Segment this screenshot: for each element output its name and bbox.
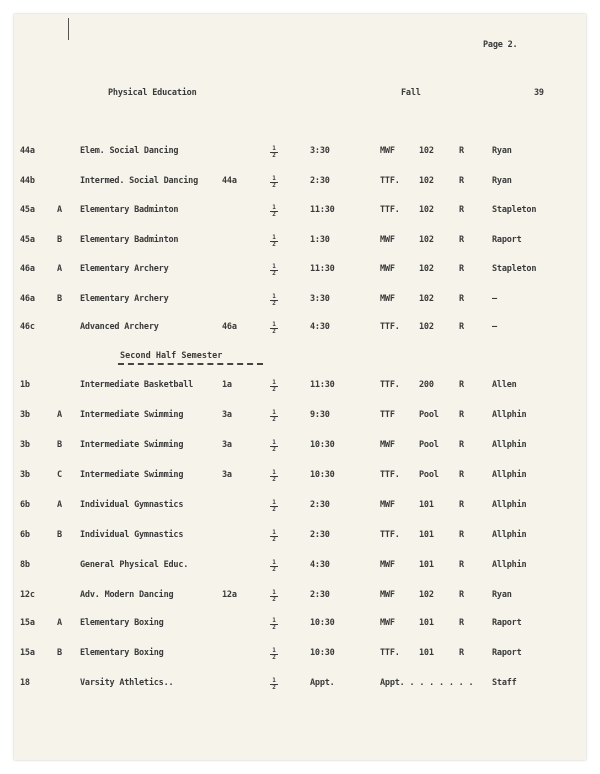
class-time: Appt. <box>310 678 335 688</box>
section-letter: A <box>57 264 62 274</box>
section-letter: B <box>57 648 62 658</box>
instructor: — <box>492 322 497 332</box>
course-row: 15a A Elementary Boxing 10:30 MWF 101 R Raport $\frac{1}{2}$ <box>20 617 522 631</box>
course-title: Intermediate Swimming <box>80 440 184 450</box>
course-row: 6b A Individual Gymnastics 2:30 MWF 101 R Allphin $\frac{1}{2}$ <box>20 499 527 513</box>
course-title: Elementary Archery <box>80 294 169 304</box>
course-number: 6b <box>20 530 30 540</box>
course-number: 46a <box>20 264 35 274</box>
room: 101 <box>419 618 434 628</box>
registration-mark: R <box>459 440 464 450</box>
prerequisite: 44a <box>222 176 237 186</box>
class-days: TTF. <box>380 176 400 186</box>
class-days: Appt. . . . . . . . <box>380 678 474 688</box>
room: 102 <box>419 264 434 274</box>
course-number: 46c <box>20 322 35 332</box>
course-number: 18 <box>20 678 30 688</box>
course-title: General Physical Educ. <box>80 560 189 570</box>
class-time: 2:30 <box>310 530 330 540</box>
course-title: Elementary Boxing <box>80 618 164 628</box>
room: Pool <box>419 410 439 420</box>
instructor: Raport <box>492 618 522 628</box>
room: 102 <box>419 322 434 332</box>
course-row: 18 Varsity Athletics.. Appt. Appt. . . . . . . . Staff $\frac{1}{2}$ <box>20 677 517 691</box>
course-number: 45a <box>20 205 35 215</box>
course-title: Intermediate Basketball <box>80 380 194 390</box>
class-time: 11:30 <box>310 380 335 390</box>
section-letter: A <box>57 618 62 628</box>
room: 101 <box>419 648 434 658</box>
pencil-mark <box>68 18 69 40</box>
course-row: 45a A Elementary Badminton 11:30 TTF. 102 R Stapleton $\frac{1}{2}$ <box>20 204 537 218</box>
registration-mark: R <box>459 618 464 628</box>
class-days: MWF <box>380 235 395 245</box>
registration-mark: R <box>459 235 464 245</box>
registration-mark: R <box>459 380 464 390</box>
registration-mark: R <box>459 500 464 510</box>
class-time: 2:30 <box>310 500 330 510</box>
course-title: Elementary Badminton <box>80 235 179 245</box>
prerequisite: 3a <box>222 410 232 420</box>
course-title: Individual Gymnastics <box>80 500 184 510</box>
class-time: 3:30 <box>310 146 330 156</box>
registration-mark: R <box>459 560 464 570</box>
prerequisite: 12a <box>222 590 237 600</box>
class-time: 9:30 <box>310 410 330 420</box>
prerequisite: 3a <box>222 470 232 480</box>
class-time: 10:30 <box>310 618 335 628</box>
instructor: Allphin <box>492 410 527 420</box>
section-letter: B <box>57 530 62 540</box>
room: 101 <box>419 560 434 570</box>
section-letter: A <box>57 500 62 510</box>
registration-mark: R <box>459 470 464 480</box>
room: 102 <box>419 235 434 245</box>
course-row: 1b Intermediate Basketball 1a 11:30 TTF. 200 R Allen $\frac{1}{2}$ <box>20 379 517 393</box>
course-row: 15a B Elementary Boxing 10:30 TTF. 101 R Raport $\frac{1}{2}$ <box>20 647 522 661</box>
course-number: 6b <box>20 500 30 510</box>
course-title: Varsity Athletics.. <box>80 678 174 688</box>
class-time: 2:30 <box>310 176 330 186</box>
class-time: 10:30 <box>310 470 335 480</box>
course-row: 12c Adv. Modern Dancing 12a 2:30 MWF 102 R Ryan $\frac{1}{2}$ <box>20 589 512 603</box>
class-days: MWF <box>380 500 395 510</box>
class-time: 3:30 <box>310 294 330 304</box>
course-number: 12c <box>20 590 35 600</box>
course-number: 15a <box>20 618 35 628</box>
class-time: 10:30 <box>310 648 335 658</box>
course-title: Intermediate Swimming <box>80 410 184 420</box>
class-days: TTF. <box>380 322 400 332</box>
course-row: 44a Elem. Social Dancing 3:30 MWF 102 R Ryan $\frac{1}{2}$ <box>20 145 512 159</box>
registration-mark: R <box>459 322 464 332</box>
room: 102 <box>419 176 434 186</box>
course-number: 3b <box>20 410 30 420</box>
instructor: Stapleton <box>492 205 537 215</box>
section-letter: A <box>57 410 62 420</box>
instructor: Allen <box>492 380 517 390</box>
room: 101 <box>419 500 434 510</box>
course-title: Elementary Boxing <box>80 648 164 658</box>
class-days: TTF. <box>380 380 400 390</box>
registration-mark: R <box>459 590 464 600</box>
course-title: Intermed. Social Dancing <box>80 176 199 186</box>
registration-mark: R <box>459 264 464 274</box>
course-number: 8b <box>20 560 30 570</box>
class-days: MWF <box>380 440 395 450</box>
sheet-code: 39 <box>534 88 544 98</box>
class-time: 1:30 <box>310 235 330 245</box>
course-row: 46a A Elementary Archery 11:30 MWF 102 R Stapleton $\frac{1}{2}$ <box>20 263 537 277</box>
class-days: TTF. <box>380 205 400 215</box>
prerequisite: 1a <box>222 380 232 390</box>
instructor: Raport <box>492 235 522 245</box>
instructor: Allphin <box>492 560 527 570</box>
room: Pool <box>419 440 439 450</box>
class-time: 11:30 <box>310 205 335 215</box>
room: 102 <box>419 205 434 215</box>
instructor: Allphin <box>492 530 527 540</box>
room: Pool <box>419 470 439 480</box>
course-title: Elementary Archery <box>80 264 169 274</box>
prerequisite: 46a <box>222 322 237 332</box>
class-time: 4:30 <box>310 560 330 570</box>
class-days: MWF <box>380 294 395 304</box>
page-number: Page 2. <box>483 40 518 50</box>
section-letter: B <box>57 440 62 450</box>
term-label: Fall <box>401 88 421 98</box>
prerequisite: 3a <box>222 440 232 450</box>
room: 200 <box>419 380 434 390</box>
course-title: Adv. Modern Dancing <box>80 590 174 600</box>
class-days: MWF <box>380 264 395 274</box>
class-days: TTF <box>380 410 395 420</box>
instructor: Raport <box>492 648 522 658</box>
course-row: 45a B Elementary Badminton 1:30 MWF 102 R Raport $\frac{1}{2}$ <box>20 234 522 248</box>
section-subheading: Second Half Semester <box>120 351 223 361</box>
registration-mark: R <box>459 530 464 540</box>
course-number: 15a <box>20 648 35 658</box>
course-title: Individual Gymnastics <box>80 530 184 540</box>
section-letter: C <box>57 470 62 480</box>
class-time: 11:30 <box>310 264 335 274</box>
course-row: 3b A Intermediate Swimming 3a 9:30 TTF Pool R Allphin $\frac{1}{2}$ <box>20 409 527 423</box>
instructor: Ryan <box>492 146 512 156</box>
class-time: 10:30 <box>310 440 335 450</box>
class-days: MWF <box>380 560 395 570</box>
class-time: 2:30 <box>310 590 330 600</box>
instructor: Ryan <box>492 176 512 186</box>
instructor: Staff <box>492 678 517 688</box>
course-row: 3b C Intermediate Swimming 3a 10:30 TTF. Pool R Allphin $\frac{1}{2}$ <box>20 469 527 483</box>
class-days: TTF. <box>380 648 400 658</box>
course-title: Elem. Social Dancing <box>80 146 179 156</box>
course-row: 8b General Physical Educ. 4:30 MWF 101 R Allphin $\frac{1}{2}$ <box>20 559 527 573</box>
registration-mark: R <box>459 146 464 156</box>
course-title: Intermediate Swimming <box>80 470 184 480</box>
instructor: Allphin <box>492 500 527 510</box>
course-row: 3b B Intermediate Swimming 3a 10:30 MWF Pool R Allphin $\frac{1}{2}$ <box>20 439 527 453</box>
registration-mark: R <box>459 294 464 304</box>
registration-mark: R <box>459 176 464 186</box>
class-days: MWF <box>380 590 395 600</box>
room: 102 <box>419 294 434 304</box>
course-title: Elementary Badminton <box>80 205 179 215</box>
class-days: MWF <box>380 618 395 628</box>
section-letter: B <box>57 235 62 245</box>
registration-mark: R <box>459 648 464 658</box>
course-number: 44b <box>20 176 35 186</box>
registration-mark: R <box>459 410 464 420</box>
registration-mark: R <box>459 205 464 215</box>
subheading-underline <box>118 363 263 365</box>
room: 102 <box>419 146 434 156</box>
course-number: 44a <box>20 146 35 156</box>
course-row: 6b B Individual Gymnastics 2:30 TTF. 101 R Allphin $\frac{1}{2}$ <box>20 529 527 543</box>
section-letter: A <box>57 205 62 215</box>
course-number: 45a <box>20 235 35 245</box>
course-title: Advanced Archery <box>80 322 159 332</box>
class-days: TTF. <box>380 530 400 540</box>
course-number: 46a <box>20 294 35 304</box>
class-days: MWF <box>380 146 395 156</box>
instructor: Stapleton <box>492 264 537 274</box>
class-time: 4:30 <box>310 322 330 332</box>
instructor: Allphin <box>492 470 527 480</box>
instructor: — <box>492 294 497 304</box>
course-number: 3b <box>20 440 30 450</box>
course-number: 3b <box>20 470 30 480</box>
course-row: 44b Intermed. Social Dancing 44a 2:30 TTF. 102 R Ryan $\frac{1}{2}$ <box>20 175 512 189</box>
instructor: Ryan <box>492 590 512 600</box>
class-days: TTF. <box>380 470 400 480</box>
department-title: Physical Education <box>108 88 197 98</box>
course-row: 46c Advanced Archery 46a 4:30 TTF. 102 R — $\frac{1}{2}$ <box>20 321 497 335</box>
course-row: 46a B Elementary Archery 3:30 MWF 102 R — $\frac{1}{2}$ <box>20 293 497 307</box>
section-letter: B <box>57 294 62 304</box>
course-number: 1b <box>20 380 30 390</box>
room: 102 <box>419 590 434 600</box>
room: 101 <box>419 530 434 540</box>
instructor: Allphin <box>492 440 527 450</box>
